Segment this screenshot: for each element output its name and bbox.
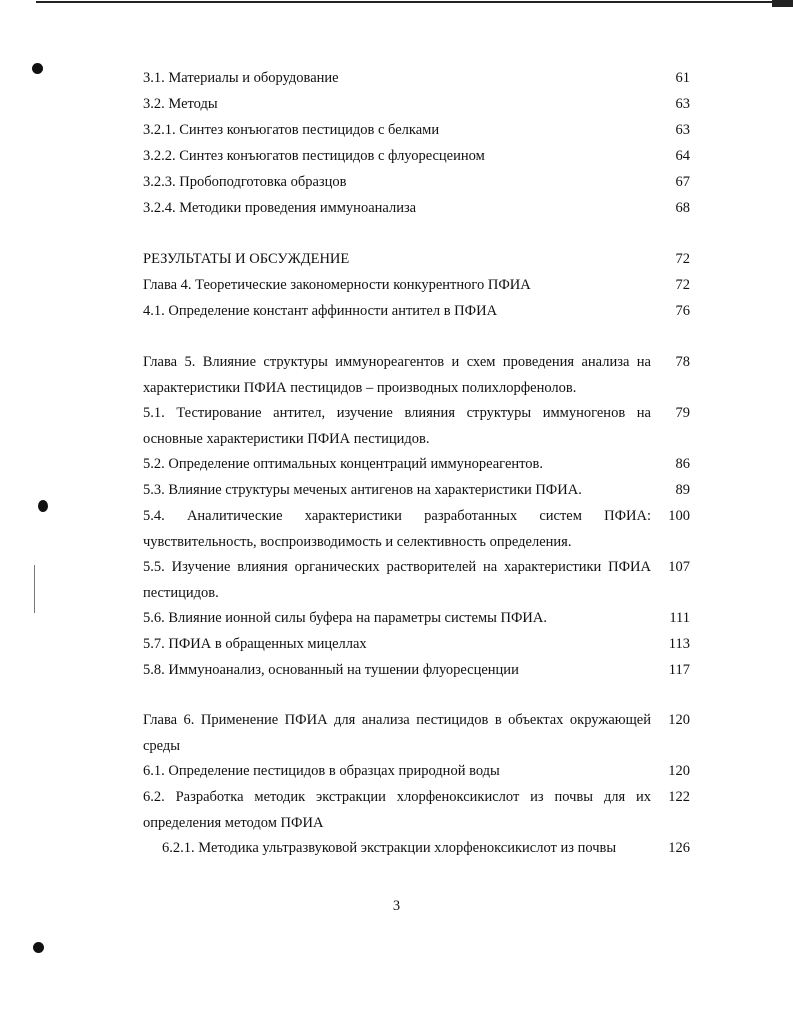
toc-entry: [143, 452, 690, 478]
toc-entry: [143, 273, 690, 299]
toc-entry-page: 63: [675, 122, 690, 138]
page-number: 3: [392, 898, 401, 914]
toc-entry-page: 122: [668, 789, 690, 805]
toc-entry: [143, 401, 690, 452]
toc-entry: [143, 759, 690, 785]
toc-entry: [143, 196, 690, 222]
toc-entry-title: 3.1. Материалы и оборудование: [143, 70, 339, 86]
toc-entry-page: 61: [675, 70, 690, 86]
toc-entry-page: 111: [669, 610, 690, 626]
toc-entry-title: Глава 4. Теоретические закономерности конкурентного ПФИА: [143, 277, 531, 293]
toc-entry-title: 3.2.1. Синтез конъюгатов пестицидов с белками: [143, 122, 440, 138]
toc-entry-page: 120: [668, 763, 690, 779]
toc-entry-title: Глава 6. Применение ПФИА для анализа пестицидов в объектах окружающей среды: [143, 712, 651, 754]
toc-entry: [143, 144, 690, 170]
toc-entry: [143, 504, 690, 555]
toc-entry-title: 5.1. Тестирование антител, изучение влияния структуры иммуногенов на основные характеристики ПФИА пестицидов.: [143, 405, 651, 447]
toc-entry: [143, 92, 690, 118]
toc-entry-page: 63: [675, 96, 690, 112]
toc-entry-page: 107: [668, 559, 690, 575]
toc-entry-title: РЕЗУЛЬТАТЫ И ОБСУЖДЕНИЕ: [143, 251, 350, 267]
toc-entry-page: 126: [668, 840, 690, 856]
toc-entry-title: 3.2.3. Пробоподготовка образцов: [143, 174, 347, 190]
toc-entry-title: 4.1. Определение констант аффинности антител в ПФИА: [143, 303, 498, 319]
toc-entry-page: 72: [675, 277, 690, 293]
toc-entry-title: 5.7. ПФИА в обращенных мицеллах: [143, 636, 367, 652]
toc-entry-title: 5.5. Изучение влияния органических растворителей на характеристики ПФИА пестицидов.: [143, 559, 651, 601]
toc-entry: [143, 478, 690, 504]
toc-entry-page: 100: [668, 508, 690, 524]
toc-entry: [143, 170, 690, 196]
toc-entry: [162, 836, 690, 862]
toc-entry: [143, 66, 690, 92]
toc-entry-page: 68: [675, 200, 690, 216]
toc-entry-title: 3.2.2. Синтез конъюгатов пестицидов с флуоресцеином: [143, 148, 485, 164]
toc-entry-title: 5.8. Иммуноанализ, основанный на тушении флуоресценции: [143, 662, 519, 678]
toc-entry-title: 6.2. Разработка методик экстракции хлорфеноксикислот из почвы для их определения методом ПФИА: [143, 789, 651, 831]
toc-entry: [143, 350, 690, 401]
toc-entry-page: 67: [675, 174, 690, 190]
toc-section-heading: [143, 247, 690, 273]
toc-entry-title: 6.2.1. Методика ультразвуковой экстракции хлорфеноксикислот из почвы: [162, 840, 617, 856]
toc-entry-title: 3.2. Методы: [143, 96, 218, 112]
toc-entry-page: 64: [675, 148, 690, 164]
toc-entry: [143, 785, 690, 836]
toc-entry: [143, 658, 690, 684]
toc-entry-page: 79: [675, 405, 690, 421]
toc-entry-page: 120: [668, 712, 690, 728]
toc-entry: [143, 632, 690, 658]
toc-entry: [143, 555, 690, 606]
toc-entry-page: 86: [675, 456, 690, 472]
toc-entry-title: 3.2.4. Методики проведения иммуноанализа: [143, 200, 417, 216]
toc-entry-page: 89: [675, 482, 690, 498]
toc-entry-title: 5.6. Влияние ионной силы буфера на параметры системы ПФИА.: [143, 610, 547, 626]
toc-entry-page: 72: [675, 251, 690, 267]
toc-entry-page: 76: [675, 303, 690, 319]
toc-entry-page: 113: [668, 636, 690, 652]
toc-entry-title: 5.2. Определение оптимальных концентраций иммунореагентов.: [143, 456, 544, 472]
toc-entry: [143, 118, 690, 144]
toc-entry-page: 117: [668, 662, 690, 678]
toc-entry: [143, 606, 690, 632]
toc-entry-title: 5.3. Влияние структуры меченых антигенов на характеристики ПФИА.: [143, 482, 582, 498]
toc-entry: [143, 708, 690, 759]
toc-entry-title: 6.1. Определение пестицидов в образцах природной воды: [143, 763, 500, 779]
toc-entry-title: 5.4. Аналитические характеристики разработанных систем ПФИА: чувствительность, воспроизводимость и селективность определения.: [143, 508, 651, 550]
toc-entry: [143, 299, 690, 325]
toc-entry-title: Глава 5. Влияние структуры иммунореагентов и схем проведения анализа на характеристики ПФИА пестицидов – производных полихлорфенолов.: [143, 354, 651, 396]
toc-entry-page: 78: [675, 354, 690, 370]
